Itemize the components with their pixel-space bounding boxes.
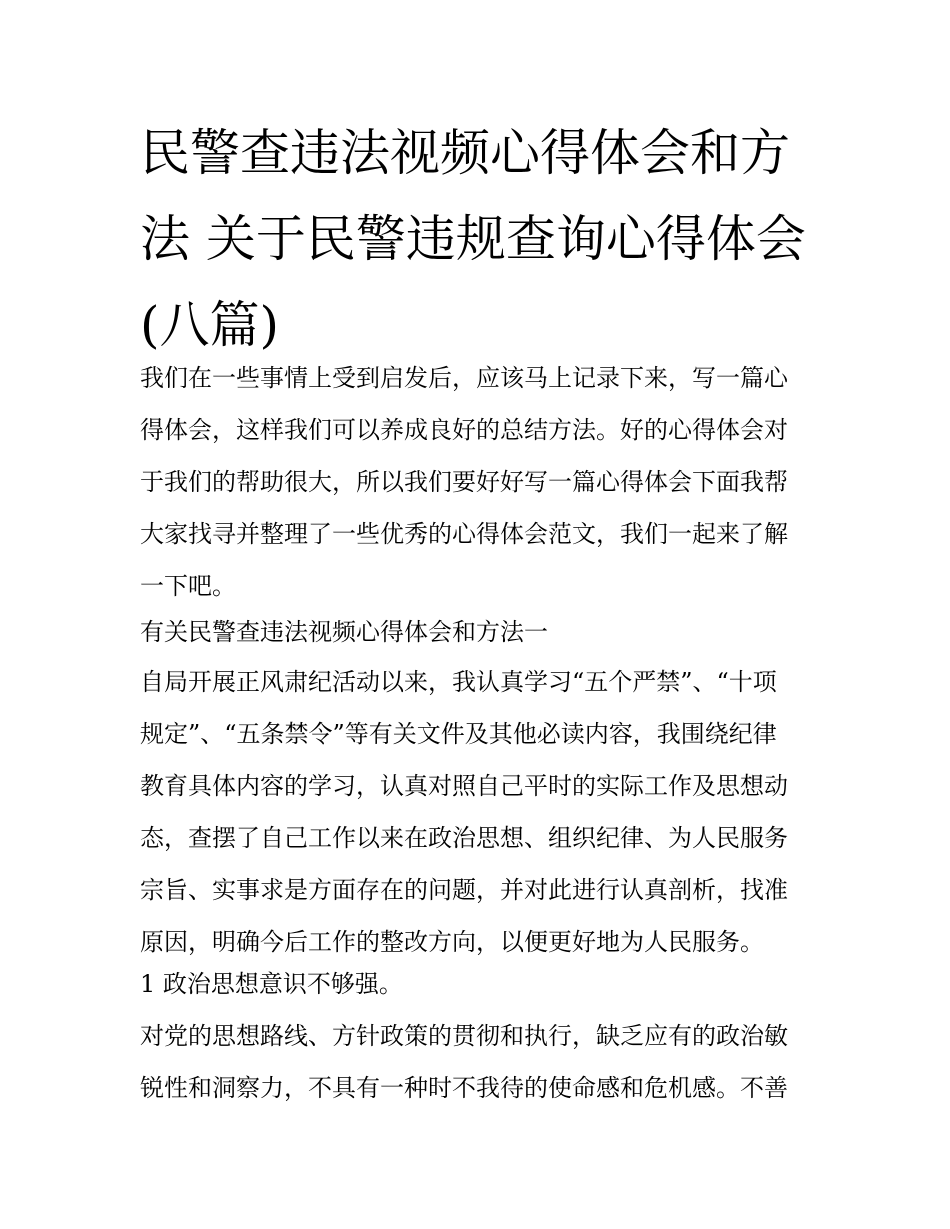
text-line: 规定”、“五条禁令”等有关文件及其他必读内容，我围绕纪律 <box>140 720 777 748</box>
text-line: 态，查摆了自己工作以来在政治思想、组织纪律、为人民服务 <box>140 824 788 852</box>
text-line: 得体会，这样我们可以养成良好的总结方法。好的心得体会对 <box>140 416 788 444</box>
text-line: 宗旨、实事求是方面存在的问题，并对此进行认真剖析，找准 <box>140 876 788 904</box>
title-line: 民警查违法视频心得体会和方 <box>140 124 790 182</box>
title-line: 法 关于民警违规查询心得体会 <box>140 210 806 268</box>
text-line: 自局开展正风肃纪活动以来，我认真学习“五个严禁”、“十项 <box>140 668 777 696</box>
text-line: 教育具体内容的学习，认真对照自己平时的实际工作及思想动 <box>140 772 788 800</box>
text-line: 我们在一些事情上受到启发后，应该马上记录下来，写一篇心 <box>140 364 788 392</box>
title-line: (八篇) <box>140 296 280 354</box>
paragraph-1 <box>140 656 830 968</box>
text-line: 锐性和洞察力，不具有一种时不我待的使命感和危机感。不善 <box>140 1074 788 1102</box>
text-line: 一下吧。 <box>140 572 236 600</box>
paragraph-2 <box>140 1010 830 1114</box>
document-title <box>140 110 820 368</box>
point-1-heading: 1 政治思想意识不够强。 <box>140 970 403 998</box>
text-line: 大家找寻并整理了一些优秀的心得体会范文，我们一起来了解 <box>140 520 788 548</box>
text-line: 原因，明确今后工作的整改方向，以便更好地为人民服务。 <box>140 928 764 956</box>
intro-paragraph <box>140 352 830 612</box>
section-heading: 有关民警查违法视频心得体会和方法一 <box>140 618 548 646</box>
text-line: 于我们的帮助很大，所以我们要好好写一篇心得体会下面我帮 <box>140 468 788 496</box>
text-line: 对党的思想路线、方针政策的贯彻和执行，缺乏应有的政治敏 <box>140 1022 788 1050</box>
